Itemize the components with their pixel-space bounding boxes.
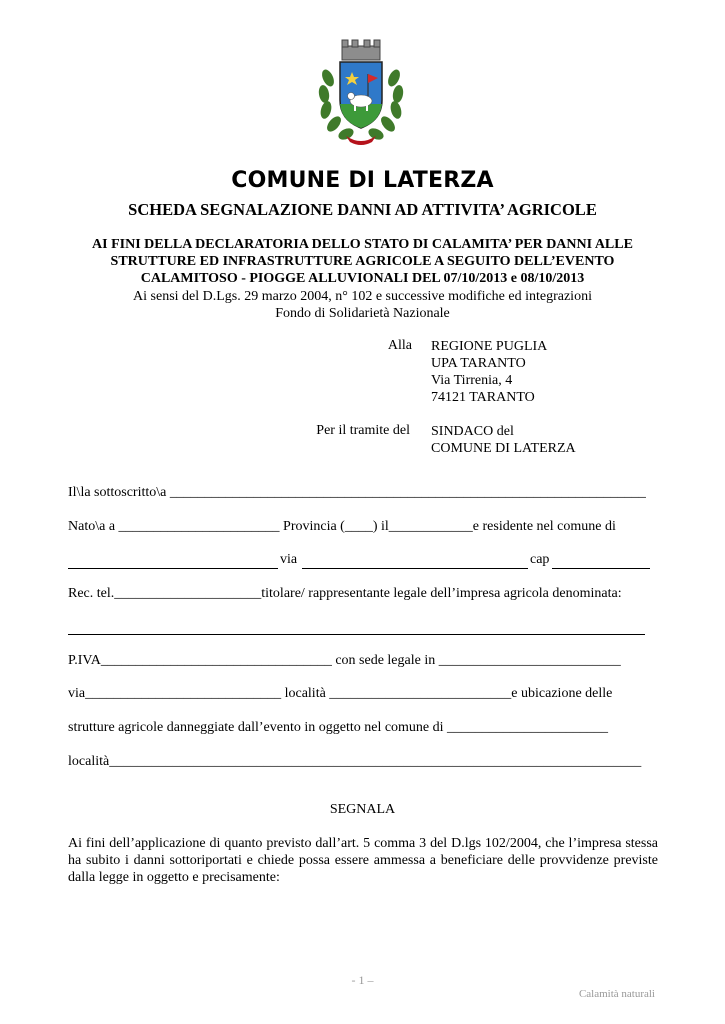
recipient-line: UPA TARANTO [431, 356, 526, 371]
form-line-locality: località____________________________________________________________________________ [68, 754, 642, 769]
recipient-line: 74121 TARANTO [431, 390, 535, 405]
via-label: via [280, 552, 298, 567]
cap-label: cap [530, 552, 550, 567]
legal-reference [40, 288, 685, 322]
via-sindaco-line: COMUNE DI LATERZA [431, 441, 576, 456]
recipient-line: Via Tirrenia, 4 [431, 373, 513, 388]
via-sindaco-line: SINDACO del [431, 424, 514, 439]
recipient-line: REGIONE PUGLIA [431, 339, 548, 354]
form-line-address [68, 552, 656, 572]
company-name-blank [68, 634, 645, 635]
purpose-line: CALAMITOSO - PIOGGE ALLUVIONALI DEL 07/10/2013 e 08/10/2013 [140, 271, 585, 286]
segnala-heading: SEGNALA [329, 802, 396, 817]
recipient-address [431, 338, 547, 406]
purpose-line: STRUTTURE ED INFRASTRUTTURE AGRICOLE A SEGUITO DELL’EVENTO [110, 254, 615, 269]
comune-blank [68, 568, 278, 569]
page-number: - 1 – [351, 973, 374, 987]
form-subtitle: SCHEDA SEGNALAZIONE DANNI AD ATTIVITA’ AGRICOLE [128, 200, 597, 219]
cap-blank [552, 568, 650, 569]
form-line-phone: Rec. tel._____________________titolare/ rappresentante legale dell’impresa agricola denominata: [68, 586, 622, 601]
via-sindaco-address [431, 423, 576, 457]
form-line-structures: strutture agricole danneggiate dall’evento in oggetto nel comune di _______________________ [68, 720, 609, 735]
footer-note: Calamità naturali [578, 988, 655, 1000]
form-line-vat: P.IVA_________________________________ con sede legale in __________________________ [68, 653, 621, 668]
legal-reference-line: Fondo di Solidarietà Nazionale [275, 306, 450, 321]
municipality-title: COMUNE DI LATERZA [231, 168, 494, 193]
crest-logo [316, 38, 406, 146]
declaration-paragraph: Ai fini dell’applicazione di quanto previsto dall’art. 5 comma 3 del D.lgs 102/2004, che l’impresa stessa ha subito i danni sottoriportati e chiede possa essere ammessa a beneficiare delle provvidenze previste dalla legge in oggetto e precisamente: [68, 836, 658, 885]
form-line-birth: Nato\a a _______________________ Provincia (____) il____________e residente nel comune di [68, 519, 616, 534]
legal-reference-line: Ai sensi del D.Lgs. 29 marzo 2004, n° 102 e successive modifiche ed integrazioni [133, 289, 592, 304]
purpose-statement [40, 236, 685, 287]
via-sindaco-label: Per il tramite del [316, 423, 410, 438]
via-blank [302, 568, 528, 569]
recipient-label: Alla [387, 338, 412, 353]
form-line-name: Il\la sottoscritto\a ____________________________________________________________________ [68, 485, 646, 500]
form-line-location: via____________________________ località __________________________e ubicazione delle [68, 686, 613, 701]
purpose-line: AI FINI DELLA DECLARATORIA DELLO STATO DI CALAMITA’ PER DANNI ALLE [92, 237, 633, 252]
